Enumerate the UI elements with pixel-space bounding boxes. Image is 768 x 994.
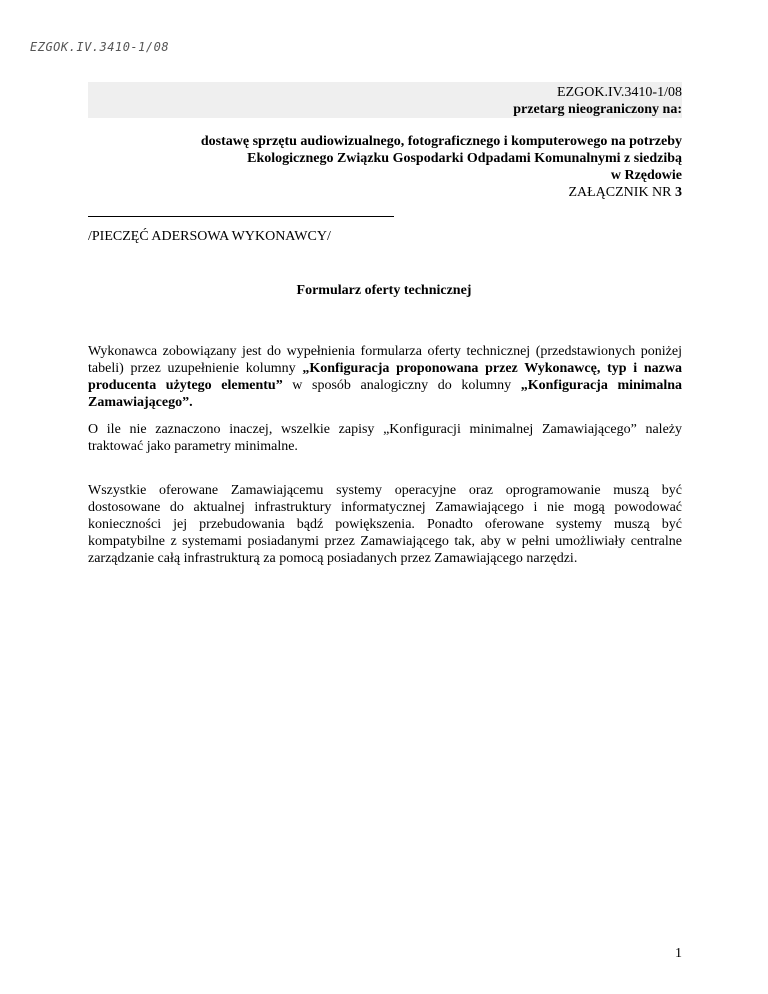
paragraph1-text-a: Wykonawca zobowiązany jest do wypełnienia formularza oferty technicznej (przedstawionych poniżej tabeli) przez uzupełnienie kolumny: [88, 344, 682, 376]
compatibility-paragraph: Wszystkie oferowane Zamawiającemu systemy operacyjne oraz oprogramowanie muszą być dostosowane do aktualnej infrastruktury informatycznej Zamawiającego i nie mogą powodować konieczności jej przebudowania bądź powiększenia. Ponadto oferowane systemy muszą być kompatybilne z systemami posiadanymi przez Zamawiającego tak, aby w pełni umożliwiały centralne zarządzanie całą infrastrukturą za pomocą posiadanych przez Zamawiającego narzędzi.: [88, 483, 682, 566]
reference-code: EZGOK.IV.3410-1/08: [557, 85, 682, 100]
instruction-paragraph: [88, 343, 682, 411]
running-header-code: EZGOK.IV.3410-1/08: [30, 40, 170, 54]
page-number: 1: [675, 946, 682, 961]
tender-type: przetarg nieograniczony na:: [513, 102, 682, 117]
attachment-label-text: ZAŁĄCZNIK NR: [568, 185, 675, 200]
attachment-label: [100, 184, 682, 201]
subject-line-3: w Rzędowie: [610, 168, 682, 183]
paragraph1-text-b: w sposób analogiczny do kolumny: [282, 378, 521, 393]
tender-subject: [100, 133, 682, 201]
paragraph1-bold-a: „Konfiguracja proponowana przez Wykonawcę, typ i nazwa producenta użytego elementu”: [88, 361, 683, 393]
form-title: Formularz oferty technicznej: [296, 283, 472, 298]
stamp-signature-line: [88, 216, 394, 217]
minimum-parameters-paragraph: O ile nie zaznaczono inaczej, wszelkie zapisy „Konfiguracji minimalnej Zamawiającego” należy traktować jako parametry minimalne.: [88, 422, 682, 454]
stamp-label: /PIECZĘĆ ADERSOWA WYKONAWCY/: [88, 229, 331, 244]
subject-line-2: Ekologicznego Związku Gospodarki Odpadami Komunalnymi z siedzibą: [247, 151, 682, 166]
attachment-number: 3: [675, 185, 682, 200]
subject-line-1: dostawę sprzętu audiowizualnego, fotograficznego i komputerowego na potrzeby: [200, 134, 682, 149]
paragraph1-bold-b: „Konfiguracja minimalna Zamawiającego”.: [88, 378, 683, 410]
